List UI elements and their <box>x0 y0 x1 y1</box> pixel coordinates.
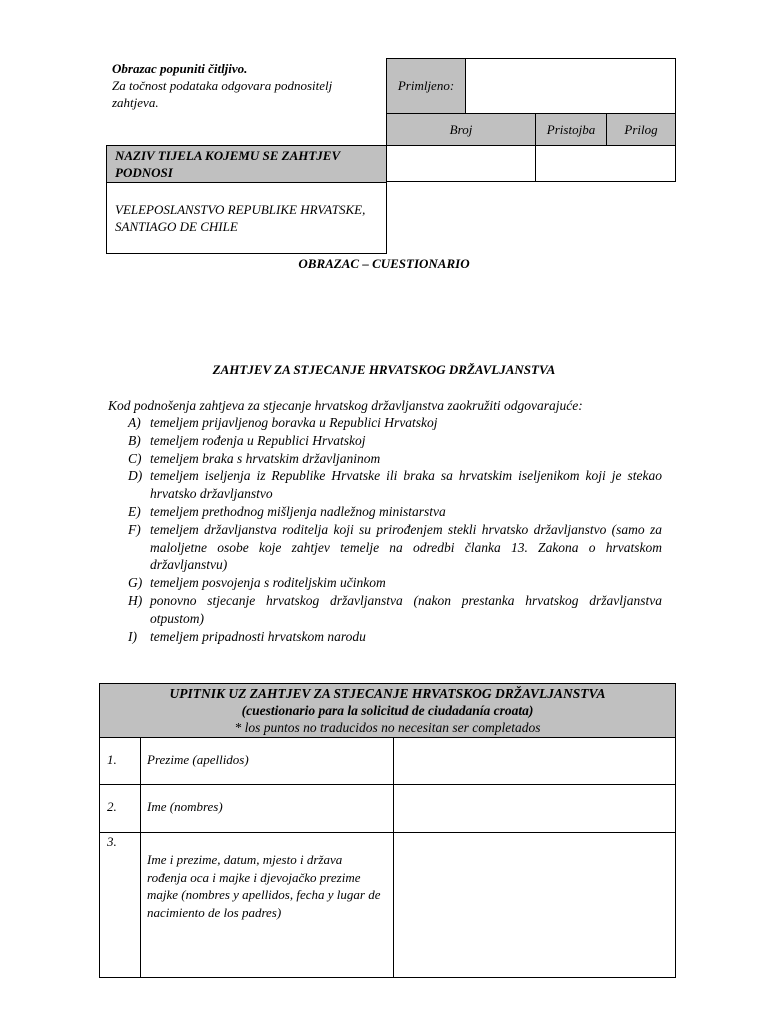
received-field[interactable] <box>465 58 676 114</box>
option-h[interactable]: H) ponovno stjecanje hrvatskog državljanstva (nakon prestanka hrvatskog državljanstva otpustom) <box>128 592 662 626</box>
row-label: Ime i prezime, datum, mjesto i država rođenja oca i majke i djevojačko prezime majke (nombres y apellidos, fecha y lugar de nacimiento de los padres) <box>147 852 381 920</box>
row-number: 1. <box>107 752 117 767</box>
questionnaire-subtitle: (cuestionario para la solicitud de ciudadanía croata) <box>241 703 534 718</box>
options-list <box>128 414 662 645</box>
option-e[interactable]: E) temeljem prethodnog mišljenja nadležnog ministarstva <box>128 503 446 519</box>
authority-label: NAZIV TIJELA KOJEMU SE ZAHTJEV PODNOSI <box>115 148 340 180</box>
form-title: OBRAZAC – CUESTIONARIO <box>298 256 470 271</box>
row-number-cell <box>99 737 141 785</box>
request-title: ZAHTJEV ZA STJECANJE HRVATSKOG DRŽAVLJANSTVA <box>212 362 556 377</box>
option-a[interactable]: A) temeljem prijavljenog boravka u Republici Hrvatskoj <box>128 415 438 430</box>
row-number: 2. <box>107 799 117 814</box>
row-number: 3. <box>107 834 117 849</box>
questionnaire-note: * los puntos no traducidos no necesitan ser completados <box>234 720 541 735</box>
option-f[interactable]: F) temeljem državljanstva roditelja koji su prirođenjem stekli hrvatsko državljanstvo (samo za maloljetne osobe koje zahtjev temelje na odredbi članka 13. Zakona o hrvatskom državljanstvu) <box>128 521 662 573</box>
row-label: Prezime (apellidos) <box>147 752 249 767</box>
row-number-cell <box>99 832 141 978</box>
authority-label-cell <box>106 145 387 183</box>
questionnaire-title: UPITNIK UZ ZAHTJEV ZA STJECANJE HRVATSKOG DRŽAVLJANSTVA <box>169 686 606 701</box>
instructions-text: Za točnost podataka odgovara podnositelj zahtjeva. <box>112 78 333 110</box>
option-d[interactable]: D) temeljem iseljenja iz Republike Hrvatske ili braka sa hrvatskim iseljenikom koji je stekao hrvatsko državljanstvo <box>128 468 662 502</box>
parents-field[interactable] <box>393 832 676 978</box>
number-field[interactable] <box>386 145 536 182</box>
received-label-cell <box>386 58 466 114</box>
option-c[interactable]: C) temeljem braka s hrvatskim državljaninom <box>128 450 381 466</box>
received-label: Primljeno: <box>397 78 455 93</box>
row-number-cell <box>99 784 141 833</box>
authority-name: VELEPOSLANSTVO REPUBLIKE HRVATSKE, SANTIAGO DE CHILE <box>115 202 366 234</box>
instructions-note <box>112 60 380 111</box>
number-header: Broj <box>386 113 536 146</box>
surname-field[interactable] <box>393 737 676 785</box>
questionnaire-header <box>99 683 676 738</box>
row-label: Ime (nombres) <box>147 799 223 814</box>
attachment-header: Prilog <box>606 113 676 146</box>
instructions-bold: Obrazac popuniti čitljivo. <box>112 61 248 76</box>
authority-name-cell <box>106 182 387 254</box>
name-field[interactable] <box>393 784 676 833</box>
fee-header: Pristojba <box>535 113 607 146</box>
option-i[interactable]: I) temeljem pripadnosti hrvatskom narodu <box>128 628 366 644</box>
option-g[interactable]: G) temeljem posvojenja s roditeljskim učinkom <box>128 575 386 591</box>
option-b[interactable]: B) temeljem rođenja u Republici Hrvatskoj <box>128 432 366 448</box>
fee-attachment-field[interactable] <box>535 145 676 182</box>
intro-text: Kod podnošenja zahtjeva za stjecanje hrvatskog državljanstva zaokružiti odgovarajuće: <box>108 398 583 413</box>
